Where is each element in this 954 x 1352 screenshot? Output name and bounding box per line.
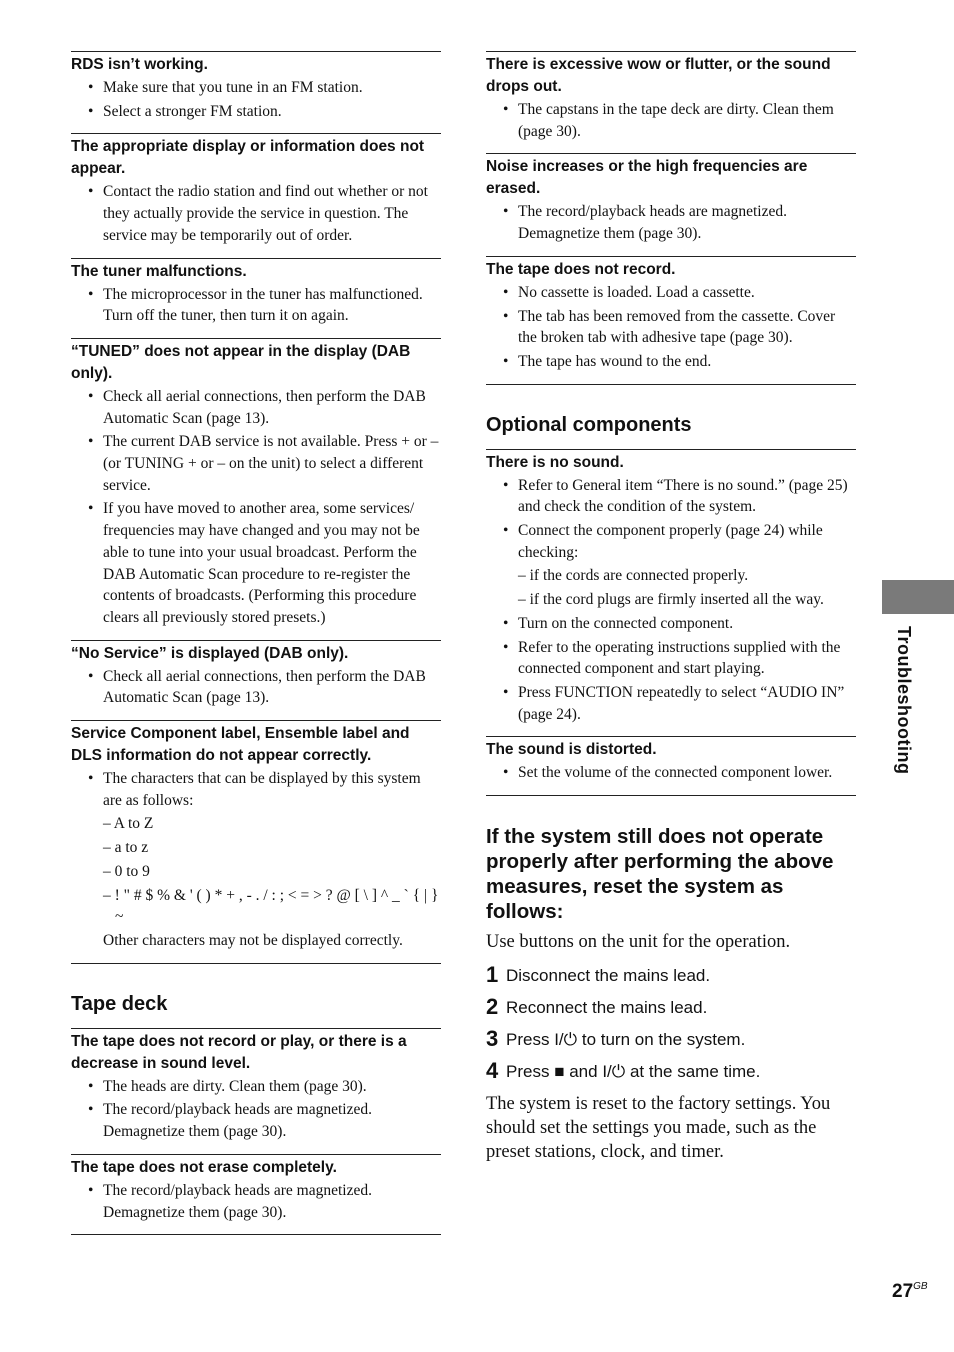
step-number: 2 — [486, 994, 499, 1020]
remedy-subitem: – if the cord plugs are firmly inserted all the way. — [518, 591, 824, 609]
trouble-block — [486, 51, 856, 153]
reset-step-2 — [486, 992, 856, 1024]
remedy-list — [486, 762, 856, 784]
right-column — [486, 51, 856, 1164]
reset-step-4 — [486, 1056, 856, 1088]
step-number: 1 — [486, 962, 499, 988]
remedy-item — [103, 77, 441, 99]
step-text-pre: Press — [506, 1030, 550, 1050]
remedy-text: The tab has been removed from the cassette. Cover the broken tab with adhesive tape (page 30). — [518, 307, 836, 347]
remedy-item — [518, 282, 856, 304]
power-button-icon: I/⏻ — [602, 1062, 626, 1082]
remedy-text: Make sure that you tune in an FM station. — [103, 79, 363, 96]
remedy-item — [518, 306, 856, 349]
trouble-block — [71, 720, 441, 964]
remedy-text: The heads are dirty. Clean them (page 30). — [103, 1077, 367, 1095]
remedy-list — [486, 99, 856, 142]
remedy-text: The record/playback heads are magnetized. Demagnetize them (page 30). — [103, 1101, 372, 1141]
remedy-subitem: – 0 to 9 — [103, 862, 150, 880]
remedy-subitem: – ! " # $ % & ' ( ) * + , - . / : ; < = > ? @ [ \ ] ^ _ ` { | } ~ — [103, 886, 439, 926]
remedy-text: The capstans in the tape deck are dirty. Clean them (page 30). — [518, 101, 834, 140]
remedy-text: The record/playback heads are magnetized. Demagnetize them (page 30). — [518, 203, 787, 243]
step-text: Disconnect the mains lead. — [506, 966, 711, 986]
problem-heading: The tape does not record or play, or there is a decrease in sound level. — [71, 1032, 407, 1072]
trouble-block — [486, 736, 856, 796]
right-troubleshooting-list — [486, 51, 856, 385]
remedy-sublist — [518, 565, 856, 610]
remedy-item — [518, 99, 856, 142]
section-tab-marker — [882, 580, 954, 614]
problem-heading: The tape does not record. — [486, 260, 676, 278]
step-number: 3 — [486, 1026, 499, 1052]
step-number: 4 — [486, 1058, 499, 1084]
remedy-text: Set the volume of the connected component lower. — [518, 764, 833, 782]
remedy-list — [71, 1180, 441, 1223]
remedy-item — [103, 386, 441, 429]
remedy-text: No cassette is loaded. Load a cassette. — [518, 283, 755, 301]
remedy-item — [103, 666, 441, 709]
remedy-item — [103, 768, 441, 952]
remedy-text: Select a stronger FM station. — [103, 102, 282, 120]
remedy-subitem: – A to Z — [103, 815, 154, 833]
remedy-list — [71, 1076, 441, 1143]
remedy-item — [518, 613, 856, 635]
remedy-text: Check all aerial connections, then perform the DAB Automatic Scan (page 13). — [103, 387, 426, 427]
remedy-text: Connect the component properly (page 24) while checking: — [518, 522, 823, 561]
remedy-list — [71, 181, 441, 246]
remedy-list — [486, 282, 856, 373]
remedy-item — [518, 351, 856, 373]
remedy-item — [518, 475, 856, 518]
remedy-item — [518, 682, 856, 725]
remedy-item — [103, 181, 441, 246]
remedy-text: The characters that can be displayed by this system are as follows: — [103, 770, 421, 809]
remedy-text: Refer to the operating instructions supplied with the connected component and start playing. — [518, 638, 841, 678]
page-number-value: 27 — [892, 1281, 914, 1302]
remedy-subitem: – if the cords are connected properly. — [518, 567, 749, 585]
problem-heading: RDS isn’t working. — [71, 56, 208, 73]
step-text-pre: Press — [506, 1062, 550, 1082]
step-text-mid: and — [569, 1062, 598, 1082]
remedy-item — [518, 762, 856, 784]
problem-heading: The sound is distorted. — [486, 741, 657, 759]
remedy-item — [103, 1180, 441, 1223]
remedy-list — [71, 768, 441, 952]
trouble-block — [71, 51, 441, 133]
power-button-icon: I/⏻ — [554, 1030, 578, 1050]
left-column — [71, 51, 441, 1235]
remedy-item — [103, 101, 441, 123]
remedy-text: If you have moved to another area, some services/ frequencies may have changed and you may not be able to tune into your usual broadcast. Perform the DAB Automatic Scan procedure to re-register the contents of broadcasts. (Performing this procedure clears all previously stored presets.) — [103, 500, 420, 626]
trouble-block — [71, 133, 441, 257]
remedy-list — [71, 666, 441, 709]
remedy-text: The current DAB service is not available. Press + or – (or TUNING + or – on the unit) to select a different service. — [103, 433, 439, 494]
problem-heading: The tuner malfunctions. — [71, 262, 247, 280]
remedy-text: Press FUNCTION repeatedly to select “AUDIO IN” (page 24). — [518, 683, 845, 723]
remedy-note: Other characters may not be displayed correctly. — [103, 931, 403, 949]
reset-heading: If the system still does not operate properly after performing the above measures, reset the system as follows: — [486, 825, 834, 924]
page-number-suffix: GB — [913, 1281, 928, 1292]
problem-heading: “TUNED” does not appear in the display (DAB only). — [71, 342, 411, 382]
problem-heading: “No Service” is displayed (DAB only). — [71, 644, 349, 662]
remedy-text: The record/playback heads are magnetized. Demagnetize them (page 30). — [103, 1181, 372, 1221]
remedy-item — [103, 431, 441, 496]
remedy-text: The microprocessor in the tuner has malfunctioned. Turn off the tuner, then turn it on again. — [103, 285, 423, 325]
remedy-text: The tape has wound to the end. — [518, 352, 712, 370]
problem-heading: The appropriate display or information does not appear. — [71, 138, 425, 178]
remedy-text: Refer to General item “There is no sound.” (page 25) and check the condition of the system. — [518, 476, 848, 516]
reset-step-3 — [486, 1024, 856, 1056]
trouble-block — [486, 153, 856, 255]
step-text-post: at the same time. — [629, 1062, 761, 1082]
trouble-block — [71, 338, 441, 640]
left-troubleshooting-list — [71, 51, 441, 964]
remedy-subitem: – a to z — [103, 839, 149, 857]
trouble-block — [71, 1028, 441, 1154]
remedy-item — [103, 498, 441, 628]
reset-steps — [486, 960, 856, 1088]
remedy-item — [103, 284, 441, 327]
remedy-list — [486, 475, 856, 726]
remedy-item — [518, 201, 856, 244]
trouble-block — [486, 256, 856, 385]
stop-button-icon: ■ — [554, 1062, 565, 1082]
problem-heading: There is no sound. — [486, 453, 624, 471]
trouble-block — [486, 449, 856, 737]
problem-heading: Service Component label, Ensemble label and DLS information do not appear correctly. — [71, 725, 410, 765]
page-number — [892, 1281, 928, 1303]
trouble-block — [71, 258, 441, 338]
step-text-post: to turn on the system. — [581, 1030, 746, 1050]
remedy-text: Turn on the connected component. — [518, 614, 734, 632]
problem-heading: There is excessive wow or flutter, or the sound drops out. — [486, 56, 831, 95]
reset-intro: Use buttons on the unit for the operation. — [486, 932, 791, 953]
remedy-sublist — [103, 813, 441, 928]
section-heading-tape-deck: Tape deck — [71, 992, 168, 1015]
remedy-text: Check all aerial connections, then perform the DAB Automatic Scan (page 13). — [103, 667, 426, 707]
trouble-block — [71, 640, 441, 720]
remedy-list — [486, 201, 856, 244]
tape-deck-list — [71, 1028, 441, 1236]
remedy-list — [71, 77, 441, 122]
remedy-item — [518, 637, 856, 680]
remedy-item — [103, 1076, 441, 1098]
problem-heading: Noise increases or the high frequencies are erased. — [486, 158, 808, 198]
reset-step-1 — [486, 960, 856, 992]
section-heading-optional-components: Optional components — [486, 413, 692, 436]
remedy-item — [518, 520, 856, 611]
optional-components-list — [486, 449, 856, 796]
reset-outro: The system is reset to the factory settings. You should set the settings you made, such as the preset stations, clock, and timer. — [486, 1094, 831, 1163]
trouble-block — [71, 1154, 441, 1235]
section-tab-label: Troubleshooting — [894, 626, 914, 775]
remedy-item — [103, 1099, 441, 1142]
remedy-list — [71, 386, 441, 629]
step-text: Reconnect the mains lead. — [506, 998, 708, 1018]
remedy-list — [71, 284, 441, 327]
remedy-text: Contact the radio station and find out whether or not they actually provide the service in question. The service may be temporarily out of order. — [103, 183, 428, 244]
problem-heading: The tape does not erase completely. — [71, 1158, 337, 1176]
